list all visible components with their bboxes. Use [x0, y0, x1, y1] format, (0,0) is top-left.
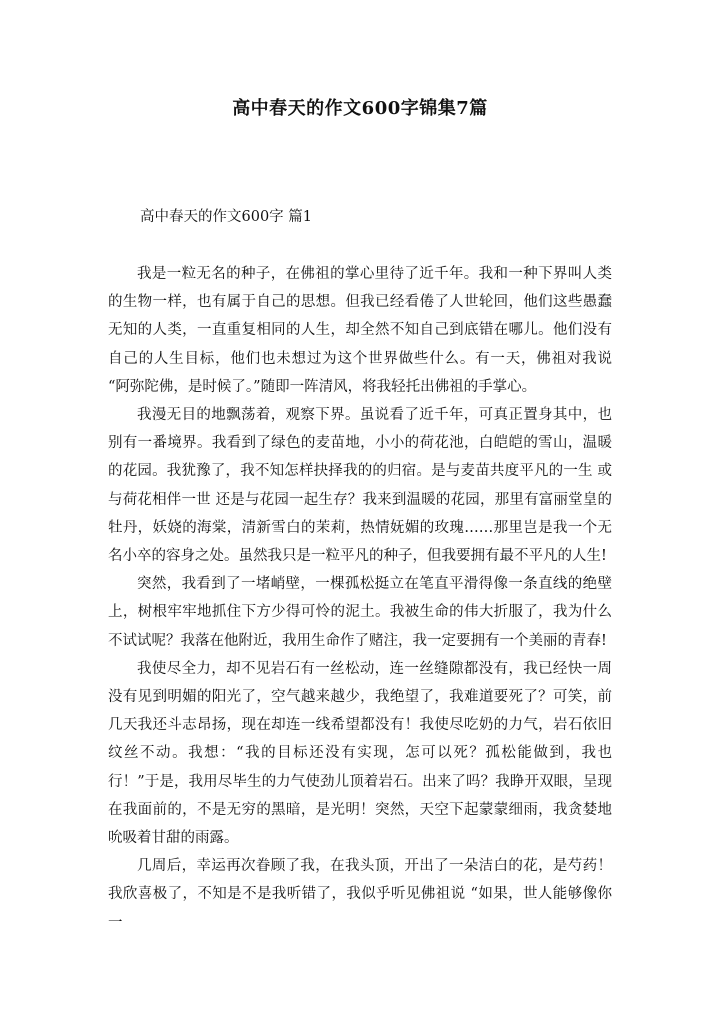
paragraph: 我漫无目的地飘荡着，观察下界。虽说看了近千年，可真正置身其中，也别有一番境界。我看到了绿色的麦苗地，小小的荷花池，白皑皑的雪山，温暖的花园。我犹豫了，我不知怎样抉择我的的归宿。是与麦苗共度平凡的一生 或与荷花相伴一世 还是与花园一起生存？我来到温暖的花园，那里有富丽堂皇的牡丹，妖娆的海棠，清新雪白的茉莉，热情妩媚的玫瑰……那里岂是我一个无名小卒的容身之处。虽然我只是一粒平凡的种子，但我要拥有最不平凡的人生!	[108, 407, 612, 565]
section-heading: 高中春天的作文600字 篇1	[140, 209, 313, 225]
document-title: 高中春天的作文600字锦集7篇	[232, 98, 488, 119]
paragraph: 我是一粒无名的种子，在佛祖的掌心里待了近千年。我和一种下界叫人类的生物一样，也有属于自己的思想。但我已经看倦了人世轮回，他们这些愚蠢无知的人类，一直重复相同的人生，却全然不知自己到底错在哪儿。他们没有自己的人生目标，他们也未想过为这个世界做些什么。有一天，佛祖对我说 “阿弥陀佛，是时候了。”随即一阵清风，将我轻托出佛祖的手掌心。	[108, 266, 612, 395]
paragraph: 我使尽全力，却不见岩石有一丝松动，连一丝缝隙都没有，我已经快一周没有见到明媚的阳光了，空气越来越少，我绝望了，我难道要死了？可笑，前几天我还斗志昂扬，现在却连一线希望都没有！我使尽吃奶的力气，岩石依旧纹丝不动。我想：“我的目标还没有实现，怎可以死？孤松能做到，我也行！”于是，我用尽毕生的力气使劲儿顶着岩石。出来了吗？我睁开双眼，呈现在我面前的，不是无穷的黑暗，是光明！突然，天空下起蒙蒙细雨，我贪婪地吮吸着甘甜的雨露。	[108, 660, 612, 847]
paragraph: 突然，我看到了一堵峭壁，一棵孤松挺立在笔直平滑得像一条直线的绝壁上，树根牢牢地抓住下方少得可怜的泥土。我被生命的伟大折服了，我为什么不试试呢？我落在他附近，我用生命作了赌注，我一定要拥有一个美丽的青春!	[108, 576, 612, 649]
document-body	[108, 260, 612, 937]
paragraph: 几周后，幸运再次眷顾了我，在我头顶，开出了一朵洁白的花，是芍药！我欣喜极了，不知是不是我听错了，我似乎听见佛祖说 “如果，世人能够像你一	[108, 858, 612, 931]
